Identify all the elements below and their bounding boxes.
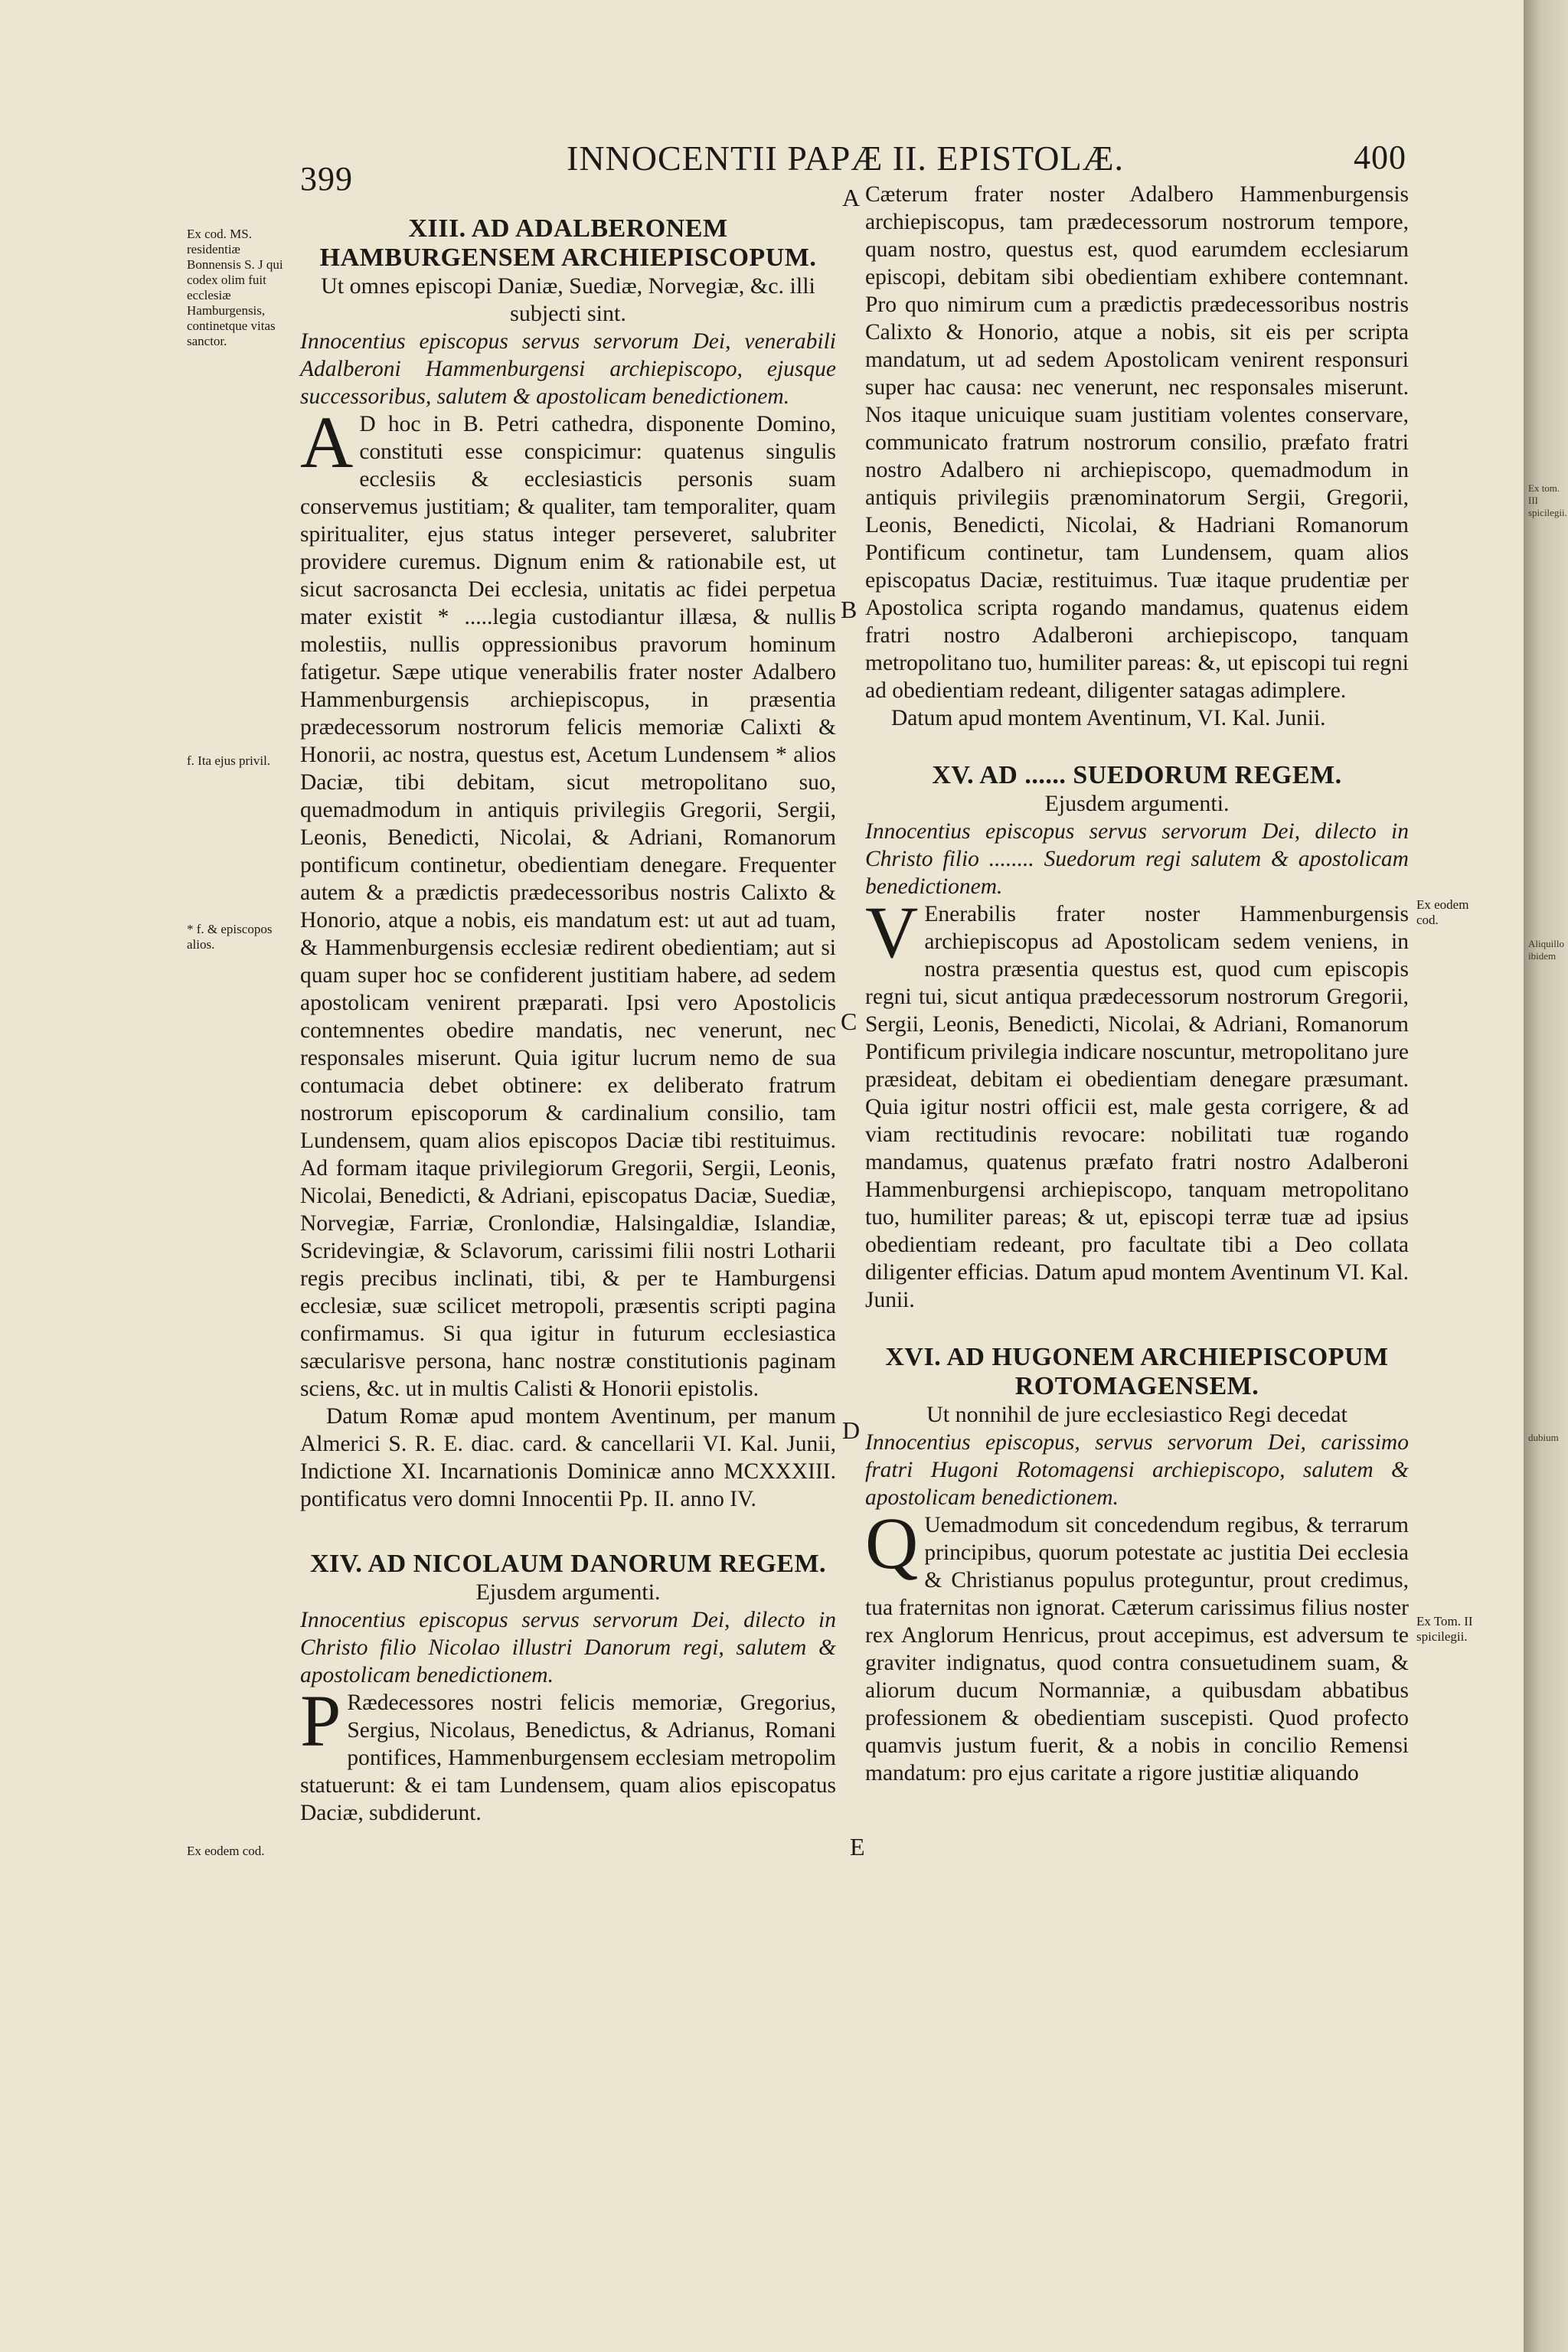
letter-subtitle: Ejusdem argumenti.: [1044, 791, 1230, 816]
book-gutter: [1524, 0, 1568, 2352]
letter-15: [865, 761, 1409, 1314]
left-column: [300, 214, 836, 1827]
letter-salutation: Innocentius episcopus servus servorum Dei, dilecto in Christo filio ........ Suedorum regi salutem & apostolicam benedictionem.: [865, 819, 1409, 899]
margin-note: Ex eodem cod.: [187, 1844, 265, 1858]
drop-cap: V: [865, 891, 919, 973]
letter-body: A D hoc in B. Petri cathedra, disponente Domino, constituti esse conspicimur: quatenus singulis ecclesiis & ecclesiasticis personis suam conservemus justitiam; & qualiter, tam temporaliter, quam spiritualiter, ejus status integer perseveret, salubriter providere curemus. Dignum enim & rationabile est, ut sicut sacrosancta Dei ecclesia, unitatis ac fidei perpetua mater existit * .....legia custodiantur illæsa, & nullis molestiis, nullis oppressionibus pravorum hominum fatigetur. Sæpe utique venerabilis frater noster Adalbero Hammenburgensis archiepiscopus, in præsentia prædecessorum nostrorum felicis memoriæ Calixti & Honorii, ac nostra, questus est, Acetum Lundensem * alios Daciæ, tibi debitam, sicut metropolitano suo, quemadmodum in antiquis privilegiis Gregorii, Sergii, Leonis, Benedicti, Nicolai, & Adriani, Romanorum pontificum continetur, obedientiam denegare. Frequenter autem & a prædictis prædecessoribus nostris Calixto & Honorio, atque a nobis, eis mandatum est: ut aut ad tuam, & Hammenburgensis ecclesiæ redirent obedientiam; aut si quam super hoc se confiderent justitiam habere, ad sedem apostolicam venirent præparati. Ipsi vero Apostolicis contemnentes obedire mandatis, nec venerunt, nec responsales miserunt. Quia igitur lucrum nemo de sua contumacia debet obtinere: ex deliberato fratrum nostrorum episcoporum & cardinalium consilio, tam Lundensem, quam alios episcopos Daciæ tibi restituimus. Ad formam itaque privilegiorum Gregorii, Sergii, Leonis, Nicolai, Benedicti, & Adriani, episcopatus Daciæ, Suediæ, Norvegiæ, Farriæ, Cronlondiæ, Halsingaldiæ, Islandiæ, Scridevingiæ, & Sclavorum, carissimi filii nostri Lotharii regis precibus inclinati, tibi, & per te Hamburgensi ecclesiæ, suæ scilicet metropoli, præsentis scripti pagina confirmamus. Si qua igitur in futurum ecclesiastica sæcularisve persona, hanc nostræ constitutionis paginam sciens, &c. ut in multis Calisti & Honorii epistolis.: [300, 401, 836, 1401]
gutter-note: Aliquillo ibidem: [1528, 938, 1564, 962]
letter-13: [300, 214, 836, 1513]
page-number-left: 399: [300, 160, 353, 198]
section-marker: A: [842, 184, 861, 211]
letter-body: Q Uemadmodum sit concedendum regibus, & terrarum principibus, quorum potestate ac justitia Dei ecclesia & Christianus populus proteguntur, prout credimus, tua fraternitas non ignorat. Cæterum carissimus filius noster rex Anglorum Henricus, prout accepimus, est adversum te graviter indignatus, quod contra consuetudinem suam, & aliorum ducum Normanniæ, a quibusdam abbatibus professionem & obedientiam suscepisti. Quod profecto quamvis justum fuerit, & a nobis in concilio Remensi mandatum: pro ejus caritate a rigore justitiæ aliquando: [865, 1502, 1409, 1785]
letter-16: [865, 1343, 1409, 1787]
letter-salutation: Innocentius episcopus, servus servorum Dei, carissimo fratri Hugoni Rotomagensi archiepiscopo, salutem & apostolicam benedictionem.: [865, 1430, 1409, 1510]
letter-salutation: Innocentius episcopus servus servorum Dei, dilecto in Christo filio Nicolao illustri Danorum regi, salutem & apostolicam benedictionem.: [300, 1608, 836, 1687]
letter-dating: Datum apud montem Aventinum, VI. Kal. Junii.: [891, 706, 1326, 730]
margin-note: Ex eodem cod.: [1416, 897, 1469, 927]
letter-body: V Enerabilis frater noster Hammenburgensis archiepiscopus ad Apostolicam sedem veniens, in nostra præsentia questus est, quod cum episcopis regni tui, sicut antiqua prædecessorum nostrorum Gregorii, Sergii, Leonis, Benedicti, Nicolai, & Adriani, Romanorum Pontificum privilegia indicare noscuntur, metropolitano jure præsideat, debitam ei obedientiam denegare præsumant. Quia igitur nostri officii est, male gesta corrigere, & ad viam rectitudinis revocare: nobilitati tuæ rogando mandamus, quatenus præfato fratri nostro Adalberoni Hammenburgensi archiepiscopo, tanquam metropolitano tuo, humiliter pareas; & ut, episcopi terræ tuæ ad ipsius obedientiam redeant, pro facultate tibi a Deo collata diligenter efficias. Datum apud montem Aventinum VI. Kal. Junii.: [865, 891, 1409, 1312]
drop-cap: P: [300, 1680, 341, 1762]
margin-note: Ex Tom. II spicilegii.: [1416, 1614, 1473, 1644]
letter-body: P Rædecessores nostri felicis memoriæ, Gregorius, Sergius, Nicolaus, Benedictus, & Adrianus, Romani pontifices, Hammenburgensem ecclesiam metropolim statuerunt: & ei tam Lundensem, quam alios episcopatus Daciæ, subdiderunt.: [300, 1680, 836, 1825]
letter-14-continued: [865, 181, 1409, 732]
letter-dating: Datum Romæ apud montem Aventinum, per manum Almerici S. R. E. diac. card. & cancellarii VI. Kal. Junii, Indictione XI. Incarnationis Dominicæ anno MCXXXIII. pontificatus vero domni Innocentii Pp. II. anno IV.: [300, 1404, 836, 1511]
section-marker: B: [841, 596, 858, 623]
margin-note: Ex cod. MS. residentiæ Bonnensis S. J qui codex olim fuit ecclesiæ Hamburgensis, continetque vitas sanctor.: [187, 227, 283, 348]
page-number-right: 400: [1354, 139, 1406, 176]
margin-note: * f. & episcopos alios.: [187, 922, 273, 952]
drop-cap: A: [300, 401, 354, 483]
letter-body: Cæterum frater noster Adalbero Hammenburgensis archiepiscopus, tam prædecessorum nostrorum tempore, quam nostro, questus est, quod earumdem ecclesiarum episcopi, debitam sibi obedientiam exhibere contemnant. Pro quo nimirum cum a prædictis prædecessoribus nostris Calixto & Honorio, atque a nobis, sit eis per scripta mandatum, ut ad sedem Apostolicam venirent responsuri super hac causa: nec venerunt, nec responsales miserunt. Nos itaque unicuique suam justitiam volentes conservare, communicato fratrum nostrorum consilio, præfato fratri nostro Adalbero ni archiepiscopo, quemadmodum in antiquis privilegiis prænominatorum Sergii, Gregorii, Leonis, Benedicti, Nicolai, & Hadriani Romanorum Pontificum continetur, tam Lundensem, quam alios episcopatus Daciæ, restituimus. Tuæ itaque prudentiæ per Apostolica scripta rogando mandamus, quatenus eidem fratri nostro Adalberoni archiepiscopo, tanquam metropolitano tuo, humiliter pareas: &, ut episcopi tui regni ad obedientiam redeant, diligenter satagas adimplere.: [865, 182, 1409, 703]
gutter-note: dubium: [1528, 1432, 1559, 1443]
letter-heading: XIV. AD NICOLAUM DANORUM REGEM.: [309, 1550, 827, 1578]
letter-heading: XIII. AD ADALBERONEM HAMBURGENSEM ARCHIEPISCOPUM.: [319, 214, 817, 272]
section-marker: C: [841, 1008, 858, 1035]
section-marker: E: [850, 1833, 865, 1860]
letter-14: [300, 1550, 836, 1827]
drop-cap: Q: [865, 1502, 919, 1584]
running-title: INNOCENTII PAPÆ II. EPISTOLÆ.: [567, 139, 1124, 178]
letter-subtitle: Ut nonnihil de jure ecclesiastico Regi decedat: [926, 1402, 1348, 1427]
letter-subtitle: Ejusdem argumenti.: [475, 1579, 661, 1605]
letter-salutation: Innocentius episcopus servus servorum Dei, venerabili Adalberoni Hammenburgensi archiepiscopo, ejusque successoribus, salutem & apostolicam benedictionem.: [300, 329, 836, 409]
letter-heading: XVI. AD HUGONEM ARCHIEPISCOPUM ROTOMAGENSEM.: [885, 1343, 1389, 1400]
letter-heading: XV. AD ...... SUEDORUM REGEM.: [932, 761, 1342, 789]
gutter-note: Ex tom. III spicilegii.: [1528, 482, 1567, 518]
section-marker: D: [842, 1416, 861, 1444]
margin-note: f. Ita ejus privil.: [187, 753, 271, 768]
letter-subtitle: Ut omnes episcopi Daniæ, Suediæ, Norvegiæ, &c. illi subjecti sint.: [321, 273, 815, 326]
right-column: [865, 181, 1409, 1787]
